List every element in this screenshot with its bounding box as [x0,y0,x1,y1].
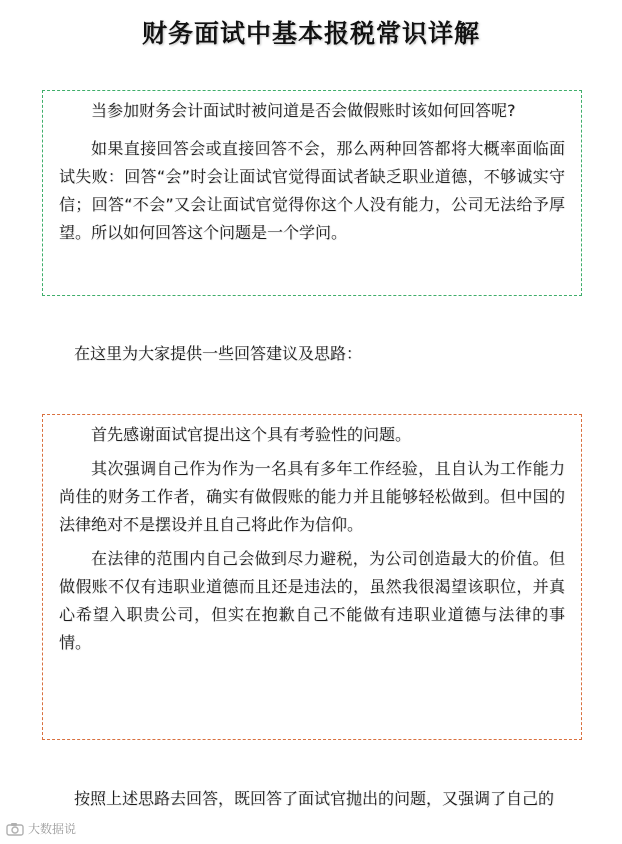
answer-box [42,414,582,740]
answer-step-1: 首先感谢面试官提出这个具有考验性的问题。 [91,425,412,444]
intro-question: 当参加财务会计面试时被问道是否会做假账时该如何回答呢? [91,101,516,120]
intro-box [42,90,582,296]
watermark-text: 大数据说 [28,822,77,836]
lead-in-text: 在这里为大家提供一些回答建议及思路： [74,344,363,363]
camera-icon [6,822,24,836]
watermark [6,820,76,837]
answer-step-3: 在法律的范围内自己会做到尽力避税，为公司创造最大的价值。但做假账不仅有违职业道德而且还是违法的，虽然我很渴望该职位，并真心希望入职贵公司，但实在抱歉自己不能做有违职业道德与法律的事情。 [59,549,565,652]
page-title: 财务面试中基本报税常识详解 [141,19,480,48]
closing-text: 按照上述思路去回答，既回答了面试官抛出的问题，又强调了自己的 [74,789,555,808]
intro-explanation: 如果直接回答会或直接回答不会，那么两种回答都将大概率面临面试失败：回答“会”时会让面试官觉得面试者缺乏职业道德，不够诚实守信；回答“不会”又会让面试官觉得你这个人没有能力，公司无法给予厚望。所以如何回答这个问题是一个学问。 [59,139,565,242]
answer-step-2: 其次强调自己作为作为一名具有多年工作经验，且自认为工作能力尚佳的财务工作者，确实有做假账的能力并且能够轻松做到。但中国的法律绝对不是摆设并且自己将此作为信仰。 [59,459,565,534]
